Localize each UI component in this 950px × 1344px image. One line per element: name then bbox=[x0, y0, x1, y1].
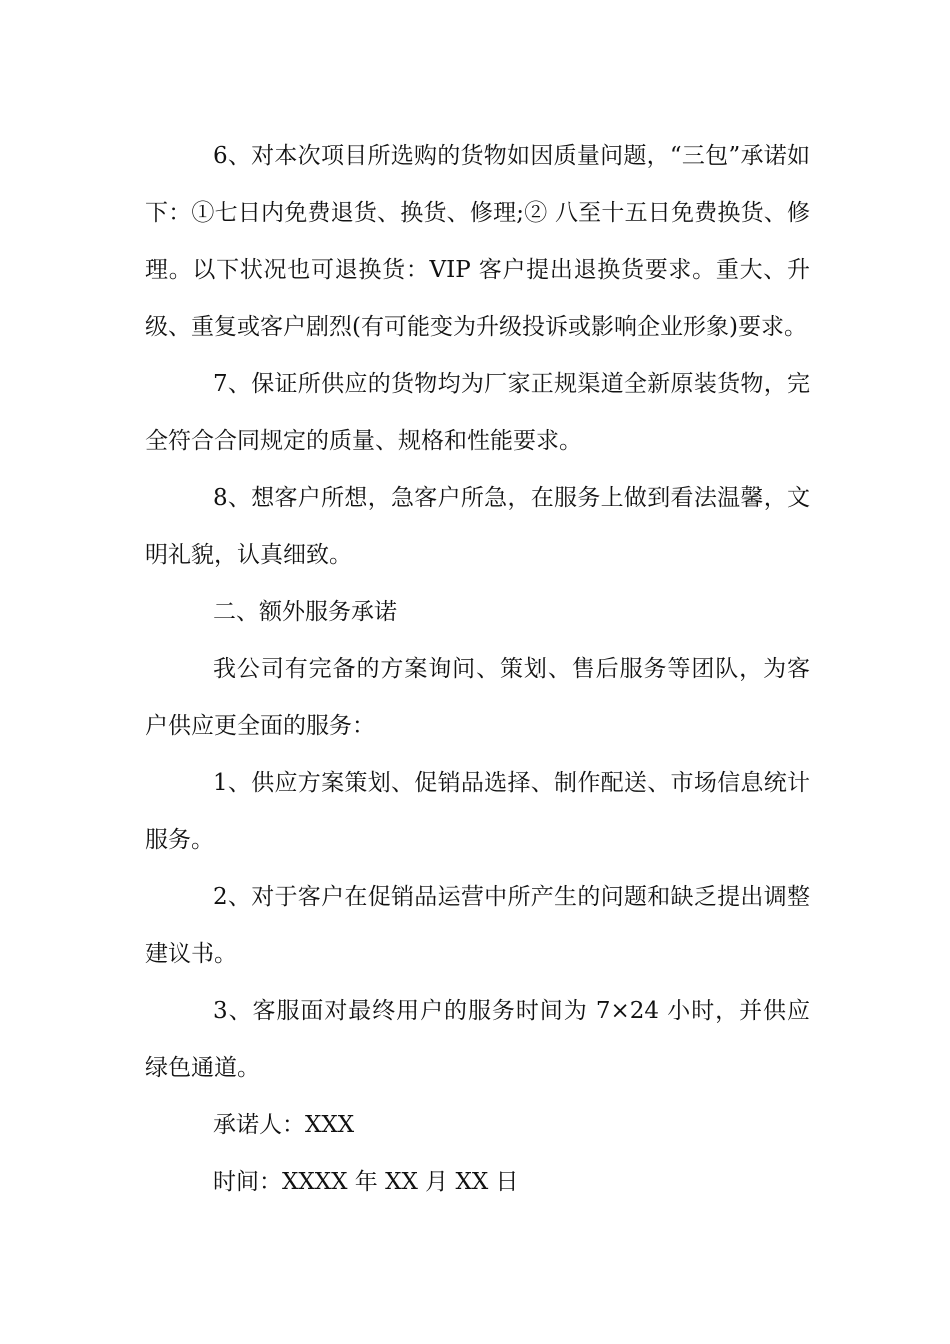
paragraph-warranty-terms: 6、对本次项目所选购的货物如因质量问题，“三包”承诺如下：①七日内免费退货、换货、修理;② 八至十五日免费换货、修理。以下状况也可退换货：VIP 客户提出退换货要求。重大、升级、重复或客户剧烈(有可能变为升级投诉或影响企业形象)要求。 bbox=[145, 143, 810, 340]
paragraph-genuine-goods: 7、保证所供应的货物均为厂家正规渠道全新原装货物，完全符合合同规定的质量、规格和性能要求。 bbox=[145, 371, 810, 454]
date-line: 时间：XXXX 年 XX 月 XX 日 bbox=[213, 1169, 519, 1195]
paragraph-company-team: 我公司有完备的方案询问、策划、售后服务等团队，为客户供应更全面的服务： bbox=[145, 656, 810, 739]
paragraph-service-item-2: 2、对于客户在促销品运营中所产生的问题和缺乏提出调整建议书。 bbox=[145, 884, 810, 967]
paragraph-service-item-1: 1、供应方案策划、促销品选择、制作配送、市场信息统计服务。 bbox=[145, 770, 810, 853]
signature-line: 承诺人：XXX bbox=[213, 1112, 355, 1138]
section-heading-extra-service: 二、额外服务承诺 bbox=[213, 599, 397, 625]
paragraph-service-item-3: 3、客服面对最终用户的服务时间为 7×24 小时，并供应绿色通道。 bbox=[145, 998, 810, 1081]
paragraph-customer-service-attitude: 8、想客户所想，急客户所急，在服务上做到看法温馨，文明礼貌，认真细致。 bbox=[145, 485, 810, 568]
document-body bbox=[145, 128, 810, 1211]
